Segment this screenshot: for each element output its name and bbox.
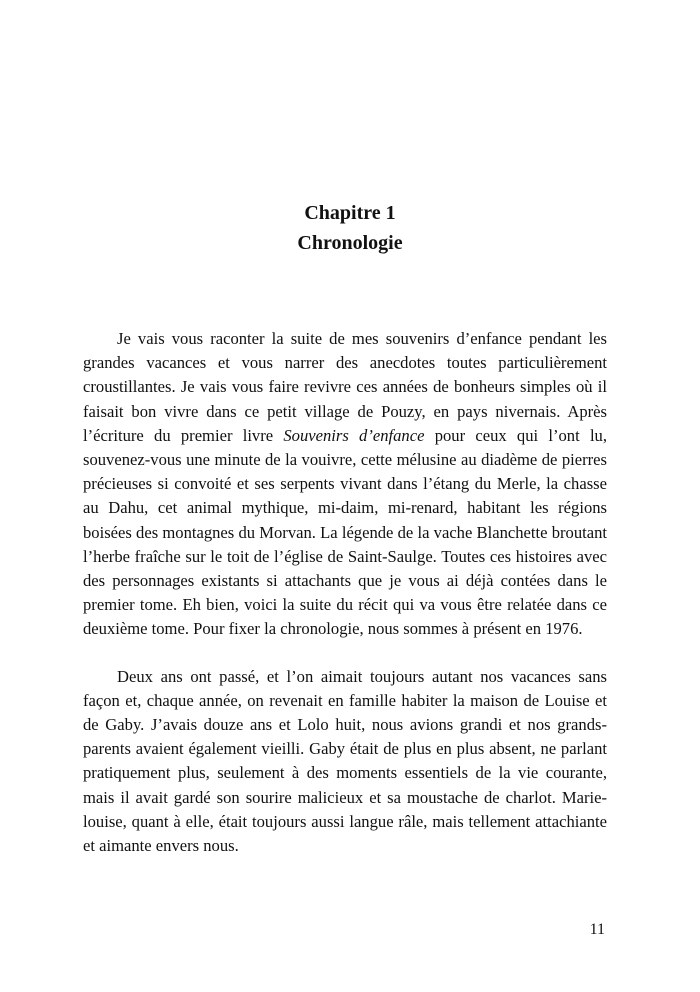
paragraph-2-text: Deux ans ont passé, et l’on aimait toujours autant nos vacances sans façon et, chaque année, on revenait en famille habiter la maison de Louise et de Gaby. J’avais douze ans et Lolo huit, nous avions grandi et nos grands-parents avaient également vieilli. Gaby était de plus en plus absent, ne parlant pratiquement plus, seulement à des moments essentiels de la vie courante, mais il avait gardé son sourire malicieux et sa moustache de charlot. Marie-louise, quant à elle, était toujours aussi langue râle, mais tellement attachiante et aimante envers nous.: [83, 666, 607, 856]
chapter-title: Chronologie: [297, 232, 403, 254]
paragraph-1-text-start: Je vais vous raconter la suite de mes souvenirs d’enfance pendant les grandes vacances et vous narrer des anecdotes toutes particulièrement croustillantes. Je vais vous faire revivre ces années de bonheurs simples où il faisait bon vivre dans ce petit village de Pouzy, en pays nivernais. Après l’écriture du premier livre: [83, 329, 607, 445]
paragraph-2: [83, 665, 607, 859]
book-title-italic: Souvenirs d’enfance: [283, 425, 425, 445]
paragraph-1: [83, 327, 607, 642]
chapter-number: Chapitre 1: [304, 202, 396, 224]
paragraph-1-text-end: pour ceux qui l’ont lu, souvenez-vous une minute de la vouivre, cette mélusine au diadème de pierres précieuses si convoité et ses serpents vivant dans l’étang du Merle, la chasse au Dahu, cet animal mythique, mi-daim, mi-renard, habitant les régions boisées des montagnes du Morvan. La légende de la vache Blanchette broutant l’herbe fraîche sur le toit de l’église de Saint-Saulge. Toutes ces histoires avec des personnages existants si attachants que je vous ai déjà contées dans le premier tome. Eh bien, voici la suite du récit qui va vous être relatée dans ce deuxième tome. Pour fixer la chronologie, nous sommes à présent en 1976.: [83, 425, 607, 639]
body-text: [83, 327, 607, 858]
chapter-heading: [0, 198, 700, 258]
page-number: 11: [589, 921, 605, 938]
